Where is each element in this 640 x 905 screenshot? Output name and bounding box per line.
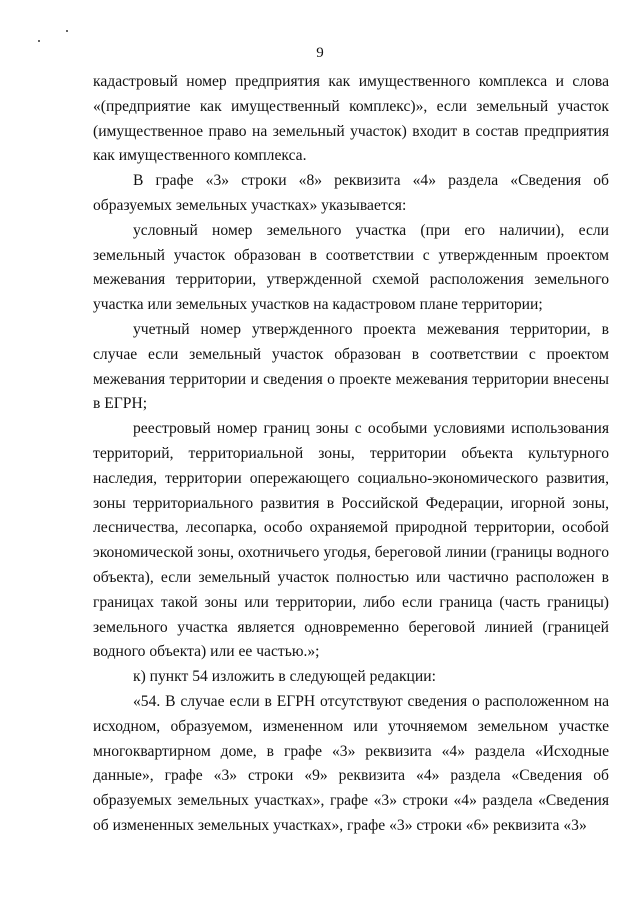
scan-artifact <box>66 30 68 32</box>
paragraph-conditional-number: условный номер земельного участка (при его наличии), если земельный участок образован в соответствии с утвержденным проектом межевания территории, утвержденной схемой расположения земельного участка или земельных участков на кадастровом плане территории; <box>93 221 609 314</box>
document-body <box>93 70 609 839</box>
paragraph-point-54: «54. В случае если в ЕГРН отсутствуют сведения о расположенном на исходном, образуемом, измененном или уточняемом земельном участке многоквартирном доме, в графе «3» реквизита «4» раздела «Исходные данные», графе «3» строки «9» реквизита «4» раздела «Сведения об образуемых земельных участках», графе «3» строки «4» раздела «Сведения об измененных земельных участках», графе «3» строки «6» реквизита «3» <box>93 692 609 834</box>
paragraph-item-k: к) пункт 54 изложить в следующей редакции: <box>133 668 436 686</box>
paragraph-continuation: кадастровый номер предприятия как имущественного комплекса и слова «(предприятие как имущественный комплекс)», если земельный участок (имущественное право на земельный участок) входит в состав предприятия как имущественного комплекса. <box>93 73 609 165</box>
paragraph-registry-number: реестровый номер границ зоны с особыми условиями использования территорий, территориальной зоны, территории объекта культурного наследия, территории опережающего социально-экономического развития, зоны территориального развития в Российской Федерации, игорной зоны, лесничества, лесопарка, особо охраняемой природной территории, особой экономической зоны, охотничьего угодья, береговой линии (границы водного объекта), если земельный участок полностью или частично расположен в границах такой зоны или территории, либо если граница (часть границы) земельного участка является одновременно береговой линией (границей водного объекта) или ее частью.»; <box>93 420 609 661</box>
paragraph-graph-3-row-8: В графе «3» строки «8» реквизита «4» раздела «Сведения об образуемых земельных участках» указывается: <box>93 172 609 214</box>
scan-artifact <box>38 40 40 42</box>
page-number: 9 <box>316 45 324 61</box>
paragraph-project-number: учетный номер утвержденного проекта межевания территории, в случае если земельный участок образован в соответствии с проектом межевания территории и сведения о проекте межевания территории внесены в ЕГРН; <box>93 320 609 413</box>
